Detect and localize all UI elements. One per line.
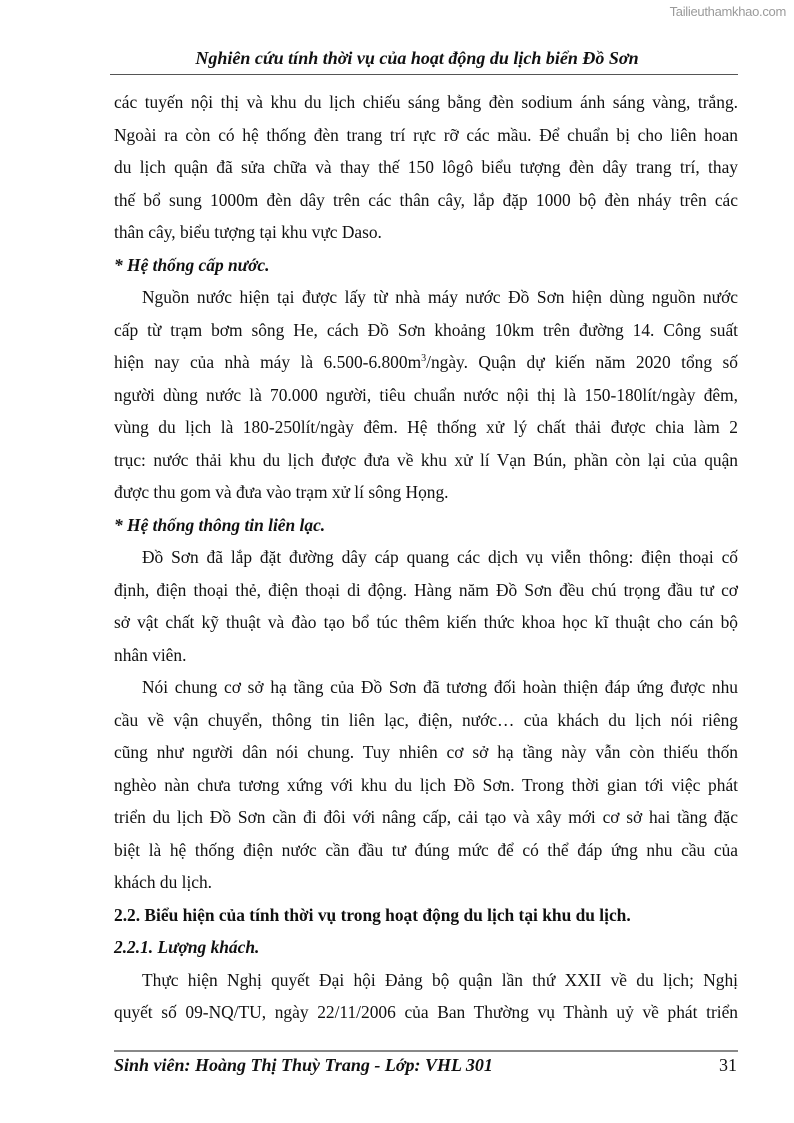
text-line: người dùng nước là 70.000 người, tiêu chuẩn nước nội thị là 150-180lít/ngày đêm,: [114, 384, 738, 405]
text-span: hiện nay của nhà máy là 6.500-6.800m: [114, 352, 422, 372]
text-line: vùng du lịch là 180-250lít/ngày đêm. Hệ thống xử lý chất thải được chia làm 2: [114, 417, 738, 437]
text-line: Nói chung cơ sở hạ tầng của Đồ Sơn đã tương đối hoàn thiện đáp ứng được nhu: [142, 677, 738, 697]
text-line: các tuyến nội thị và khu du lịch chiếu sáng bằng đèn sodium ánh sáng vàng, trắng.: [114, 92, 738, 112]
footer-rule: [114, 1050, 738, 1052]
text-line: quyết số 09-NQ/TU, ngày 22/11/2006 của Ban Thường vụ Thành uỷ về phát triển: [114, 1002, 738, 1022]
header-rule: [110, 74, 738, 75]
text-line: sở vật chất kỹ thuật và đào tạo bổ túc thêm kiến thức khoa học kĩ thuật cho cán bộ: [114, 612, 738, 632]
text-line: nhân viên.: [114, 644, 187, 665]
text-line: cầu về vận chuyển, thông tin liên lạc, điện, nước… của khách du lịch nói riêng: [114, 709, 738, 730]
text-line: Nguồn nước hiện tại được lấy từ nhà máy nước Đồ Sơn hiện dùng nguồn nước: [142, 287, 738, 307]
text-line: khách du lịch.: [114, 872, 213, 892]
text-line: [114, 346, 738, 379]
footer-author: Sinh viên: Hoàng Thị Thuỳ Trang - Lớp: VHL 301: [114, 1055, 493, 1075]
text-line: trục: nước thải khu du lịch được đưa về khu xử lí Vạn Bún, phần còn lại của quận: [114, 449, 738, 470]
text-line: Ngoài ra còn có hệ thống đèn trang trí rực rỡ các mầu. Để chuẩn bị cho liên hoan: [114, 124, 738, 145]
text-line: nghèo nàn chưa tương xứng với khu du lịch Đồ Sơn. Trong thời gian tới việc phát: [114, 774, 738, 795]
page-number: 31: [719, 1055, 737, 1075]
text-line: Đồ Sơn đã lắp đặt đường dây cáp quang các dịch vụ viễn thông: điện thoại cố: [142, 547, 738, 567]
paragraph: [114, 541, 738, 671]
text-line: biệt là hệ thống điện nước cần đầu tư đúng mức để có thể đáp ứng nhu cầu của: [114, 839, 738, 860]
running-header-title: Nghiên cứu tính thời vụ của hoạt động du lịch biển Đồ Sơn: [195, 48, 639, 68]
superscript: 3: [421, 353, 427, 365]
document-body: [114, 86, 738, 1029]
text-line: Thực hiện Nghị quyết Đại hội Đảng bộ quận lần thứ XXII về du lịch; Nghị: [142, 969, 738, 990]
paragraph: [114, 671, 738, 899]
text-line: định, điện thoại thẻ, điện thoại di động. Hàng năm Đồ Sơn đều chú trọng đầu tư cơ: [114, 579, 738, 600]
text-span: /ngày. Quận dự kiến năm 2020 tổng số: [426, 352, 738, 372]
watermark: Tailieuthamkhao.com: [669, 4, 786, 19]
text-line: thân cây, biểu tượng tại khu vực Daso.: [114, 222, 382, 242]
paragraph: [114, 281, 738, 509]
text-line: được thu gom và đưa vào trạm xử lí sông Họng.: [114, 482, 449, 502]
subsection-heading: * Hệ thống cấp nước.: [114, 254, 270, 275]
paragraph: [114, 964, 738, 1029]
text-line: thế bổ sung 1000m đèn dây trên các thân cây, lắp đặp 1000 bộ đèn nháy trên các: [114, 189, 738, 210]
section-heading: 2.2. Biểu hiện của tính thời vụ trong hoạt động du lịch tại khu du lịch.: [114, 904, 631, 925]
subsection-heading: 2.2.1. Lượng khách.: [114, 937, 260, 957]
text-line: triển du lịch Đồ Sơn cần đi đôi với nâng cấp, cải tạo và xây mới cơ sở hai tầng đặc: [114, 807, 738, 827]
text-line: du lịch quận đã sửa chữa và thay thế 150 lôgô biểu tượng đèn dây trang trí, thay: [114, 157, 738, 177]
subsection-heading: * Hệ thống thông tin liên lạc.: [114, 514, 326, 535]
text-line: cũng như người dân nói chung. Tuy nhiên cơ sở hạ tầng này vẫn còn thiếu thốn: [114, 742, 738, 762]
text-line: cấp từ trạm bơm sông He, cách Đồ Sơn khoảng 10km trên đường 14. Công suất: [114, 319, 738, 340]
paragraph: [114, 86, 738, 249]
